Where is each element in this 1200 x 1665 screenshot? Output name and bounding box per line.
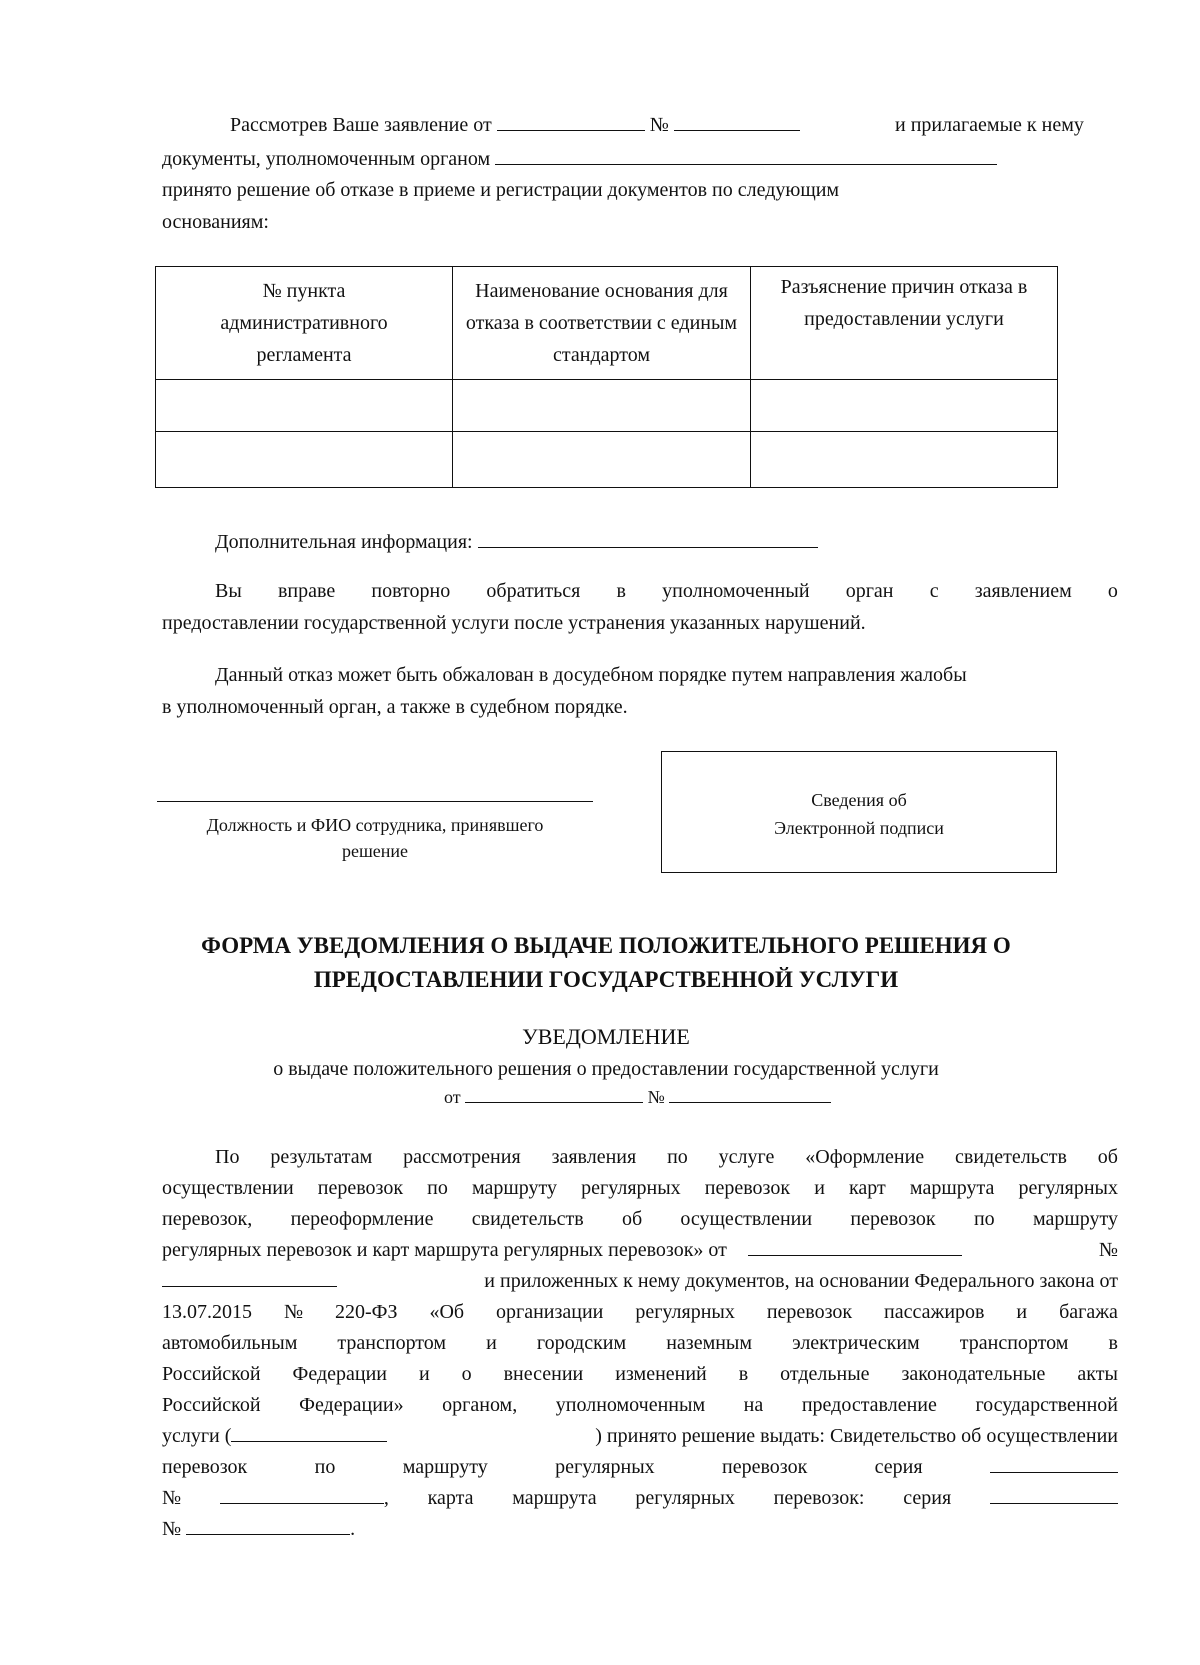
word: законодательные bbox=[901, 1363, 1046, 1385]
word: о bbox=[1107, 580, 1118, 602]
appeal-para-line-2: в уполномоченный орган, а также в судебном порядке. bbox=[162, 696, 628, 718]
word: осуществлении bbox=[162, 1177, 294, 1199]
word: регулярных bbox=[581, 1177, 681, 1199]
intro-text-a: Рассмотрев Ваше заявление от bbox=[230, 114, 492, 136]
word: серия bbox=[903, 1487, 952, 1509]
word: государственной bbox=[975, 1394, 1118, 1416]
notice-date-number-line bbox=[444, 1084, 831, 1110]
word: и bbox=[1016, 1301, 1028, 1323]
authority-name-blank[interactable] bbox=[495, 146, 997, 165]
word: Федерации» bbox=[299, 1394, 404, 1416]
word: перевозок bbox=[162, 1456, 248, 1478]
word: регулярных bbox=[1018, 1177, 1118, 1199]
word: наземным bbox=[666, 1332, 753, 1354]
word: транспортом bbox=[337, 1332, 447, 1354]
word: организации bbox=[496, 1301, 604, 1323]
body-line-6 bbox=[162, 1299, 1118, 1325]
number-sign: № bbox=[162, 1518, 182, 1540]
body-line-5-text: и приложенных к нему документов, на основании Федерального закона от bbox=[484, 1270, 1118, 1292]
body-line-10-text-b: ) принято решение выдать: Свидетельство об осуществлении bbox=[595, 1425, 1118, 1447]
refusal-reasons-table bbox=[155, 266, 1058, 488]
word: об bbox=[1097, 1146, 1118, 1168]
word: орган bbox=[845, 580, 894, 602]
word: переоформление bbox=[290, 1208, 434, 1230]
word: результатам bbox=[270, 1146, 373, 1168]
word: рассмотрения bbox=[403, 1146, 521, 1168]
word: в bbox=[616, 580, 626, 602]
additional-info-line bbox=[215, 529, 818, 555]
word: предоставление bbox=[801, 1394, 937, 1416]
intro-line-4: основаниям: bbox=[162, 211, 269, 233]
word: маршруту bbox=[472, 1177, 558, 1199]
word: по bbox=[667, 1146, 688, 1168]
application-number-blank-2[interactable] bbox=[162, 1268, 337, 1287]
body-line-12 bbox=[162, 1485, 1118, 1511]
word: в bbox=[1108, 1332, 1118, 1354]
word: в bbox=[738, 1363, 749, 1385]
word: уполномоченный bbox=[662, 580, 810, 602]
word: перевозок bbox=[722, 1456, 808, 1478]
body-line-4-number-sign: № bbox=[1098, 1239, 1118, 1261]
word: Федерации bbox=[292, 1363, 387, 1385]
notice-subtitle: о выдаче положительного решения о предоставлении государственной услуги bbox=[273, 1058, 939, 1080]
notice-date-label: от bbox=[444, 1087, 461, 1107]
notice-title: УВЕДОМЛЕНИЕ bbox=[522, 1024, 690, 1049]
word: повторно bbox=[371, 580, 451, 602]
body-line-13 bbox=[162, 1516, 355, 1542]
table-header-row bbox=[156, 267, 1058, 380]
word: внесении bbox=[503, 1363, 584, 1385]
word: карта bbox=[427, 1487, 474, 1509]
word: 13.07.2015 bbox=[162, 1301, 252, 1323]
route-card-number-blank[interactable] bbox=[186, 1516, 350, 1535]
word: на bbox=[743, 1394, 764, 1416]
word: серия bbox=[874, 1456, 923, 1478]
word: об bbox=[621, 1208, 643, 1230]
body-line-1 bbox=[215, 1144, 1118, 1170]
table-header-cell: Наименование основания для отказа в соответствии с единым стандартом bbox=[453, 267, 751, 380]
repeat-para-line-2: предоставлении государственной услуги после устранения указанных нарушений. bbox=[162, 612, 866, 634]
word: акты bbox=[1077, 1363, 1118, 1385]
signature-caption: Должность и ФИО сотрудника, принявшего решение bbox=[206, 815, 544, 861]
body-line-5 bbox=[162, 1268, 1118, 1294]
word: «Оформление bbox=[805, 1146, 925, 1168]
body-line-7 bbox=[162, 1330, 1118, 1356]
word: изменений bbox=[615, 1363, 707, 1385]
word: услуге bbox=[718, 1146, 775, 1168]
comma: , bbox=[383, 1487, 389, 1509]
certificate-series-blank[interactable] bbox=[990, 1454, 1118, 1473]
word: отдельные bbox=[780, 1363, 870, 1385]
word: пассажиров bbox=[884, 1301, 985, 1323]
e-signature-label-2: Электронной подписи bbox=[774, 818, 944, 838]
authority-name-blank-2[interactable] bbox=[231, 1423, 387, 1442]
word: городским bbox=[536, 1332, 627, 1354]
word: и bbox=[814, 1177, 825, 1199]
word: По bbox=[215, 1146, 240, 1168]
word: № bbox=[283, 1301, 304, 1323]
word: регулярных bbox=[635, 1487, 735, 1509]
intro-line-2 bbox=[162, 146, 997, 172]
word: перевозок bbox=[766, 1301, 853, 1323]
appeal-para-line-1: Данный отказ может быть обжалован в досудебном порядке путем направления жалобы bbox=[215, 664, 967, 686]
table-cell[interactable] bbox=[453, 380, 751, 432]
intro-line-3: принято решение об отказе в приеме и регистрации документов по следующим bbox=[162, 179, 840, 201]
intro-number-sign: № bbox=[649, 114, 669, 136]
table-cell[interactable] bbox=[156, 380, 453, 432]
certificate-number-blank[interactable] bbox=[220, 1485, 384, 1504]
word: перевозок bbox=[317, 1177, 404, 1199]
word: «Об bbox=[429, 1301, 465, 1323]
word: с bbox=[929, 580, 939, 602]
e-signature-label-1: Сведения об bbox=[811, 790, 907, 810]
table-cell[interactable] bbox=[156, 432, 453, 488]
body-line-4 bbox=[162, 1237, 1118, 1263]
word: автомобильным bbox=[162, 1332, 298, 1354]
word: транспортом bbox=[959, 1332, 1069, 1354]
table-header-cell: № пункта административного регламента bbox=[156, 267, 453, 380]
body-line-4-text: регулярных перевозок и карт маршрута регулярных перевозок» от bbox=[162, 1239, 727, 1261]
word: перевозок bbox=[850, 1208, 936, 1230]
application-number-blank[interactable] bbox=[674, 112, 800, 131]
word: уполномоченным bbox=[555, 1394, 706, 1416]
word: свидетельств bbox=[955, 1146, 1067, 1168]
word: регулярных bbox=[555, 1456, 655, 1478]
word: регулярных bbox=[635, 1301, 735, 1323]
body-line-9 bbox=[162, 1392, 1118, 1418]
signature-line[interactable] bbox=[157, 801, 593, 802]
word: по bbox=[427, 1177, 448, 1199]
table-header-cell: Разъяснение причин отказа в предоставлении услуги bbox=[751, 267, 1058, 380]
word: и bbox=[418, 1363, 430, 1385]
table-row bbox=[156, 432, 1058, 488]
additional-info-blank[interactable] bbox=[478, 529, 818, 548]
word: маршруту bbox=[1032, 1208, 1118, 1230]
word: перевозок bbox=[704, 1177, 791, 1199]
number-sign: № bbox=[162, 1487, 182, 1509]
body-line-10 bbox=[162, 1423, 1118, 1449]
word: свидетельств bbox=[471, 1208, 584, 1230]
word: электрическим bbox=[792, 1332, 920, 1354]
word: маршрута bbox=[512, 1487, 597, 1509]
table-row bbox=[156, 380, 1058, 432]
word: карт bbox=[849, 1177, 886, 1199]
route-card-series-blank[interactable] bbox=[990, 1485, 1118, 1504]
body-line-2 bbox=[162, 1175, 1118, 1201]
form-heading-line-2: ПРЕДОСТАВЛЕНИИ ГОСУДАРСТВЕННОЙ УСЛУГИ bbox=[313, 967, 899, 992]
application-date-blank[interactable] bbox=[497, 112, 645, 131]
table-cell[interactable] bbox=[751, 432, 1058, 488]
word: заявления bbox=[551, 1146, 637, 1168]
intro-text-c: и прилагаемые к нему bbox=[895, 114, 1084, 136]
body-line-10-text-a: услуги ( bbox=[162, 1425, 232, 1447]
intro-authority-text: документы, уполномоченным органом bbox=[162, 148, 491, 170]
additional-info-label: Дополнительная информация: bbox=[215, 531, 473, 553]
word: Вы bbox=[215, 580, 242, 602]
notice-number-label: № bbox=[647, 1087, 665, 1107]
table-cell[interactable] bbox=[751, 380, 1058, 432]
application-date-blank-2[interactable] bbox=[748, 1237, 962, 1256]
word: заявлением bbox=[974, 580, 1072, 602]
word: перевозок: bbox=[773, 1487, 865, 1509]
notice-number-blank[interactable] bbox=[669, 1088, 831, 1103]
word: Российской bbox=[162, 1394, 261, 1416]
intro-line-1 bbox=[230, 112, 800, 138]
word: по bbox=[314, 1456, 336, 1478]
table-cell[interactable] bbox=[453, 432, 751, 488]
word: перевозок, bbox=[162, 1208, 253, 1230]
form-heading-line-1: ФОРМА УВЕДОМЛЕНИЯ О ВЫДАЧЕ ПОЛОЖИТЕЛЬНОГО РЕШЕНИЯ О bbox=[201, 933, 1011, 958]
notice-date-blank[interactable] bbox=[465, 1088, 643, 1103]
word: и bbox=[486, 1332, 497, 1354]
word: маршрута bbox=[909, 1177, 995, 1199]
repeat-para-line-1 bbox=[215, 578, 1118, 604]
word: органом, bbox=[442, 1394, 518, 1416]
word: 220-ФЗ bbox=[335, 1301, 398, 1323]
word: о bbox=[461, 1363, 472, 1385]
word: Российской bbox=[162, 1363, 261, 1385]
body-line-11 bbox=[162, 1454, 1118, 1480]
e-signature-box bbox=[661, 751, 1057, 873]
body-line-8 bbox=[162, 1361, 1118, 1387]
period: . bbox=[350, 1518, 356, 1540]
word: багажа bbox=[1059, 1301, 1118, 1323]
word: вправе bbox=[277, 580, 336, 602]
word: по bbox=[973, 1208, 995, 1230]
word: маршруту bbox=[402, 1456, 488, 1478]
body-line-3 bbox=[162, 1206, 1118, 1232]
word: обратиться bbox=[486, 580, 581, 602]
word: осуществлении bbox=[680, 1208, 813, 1230]
